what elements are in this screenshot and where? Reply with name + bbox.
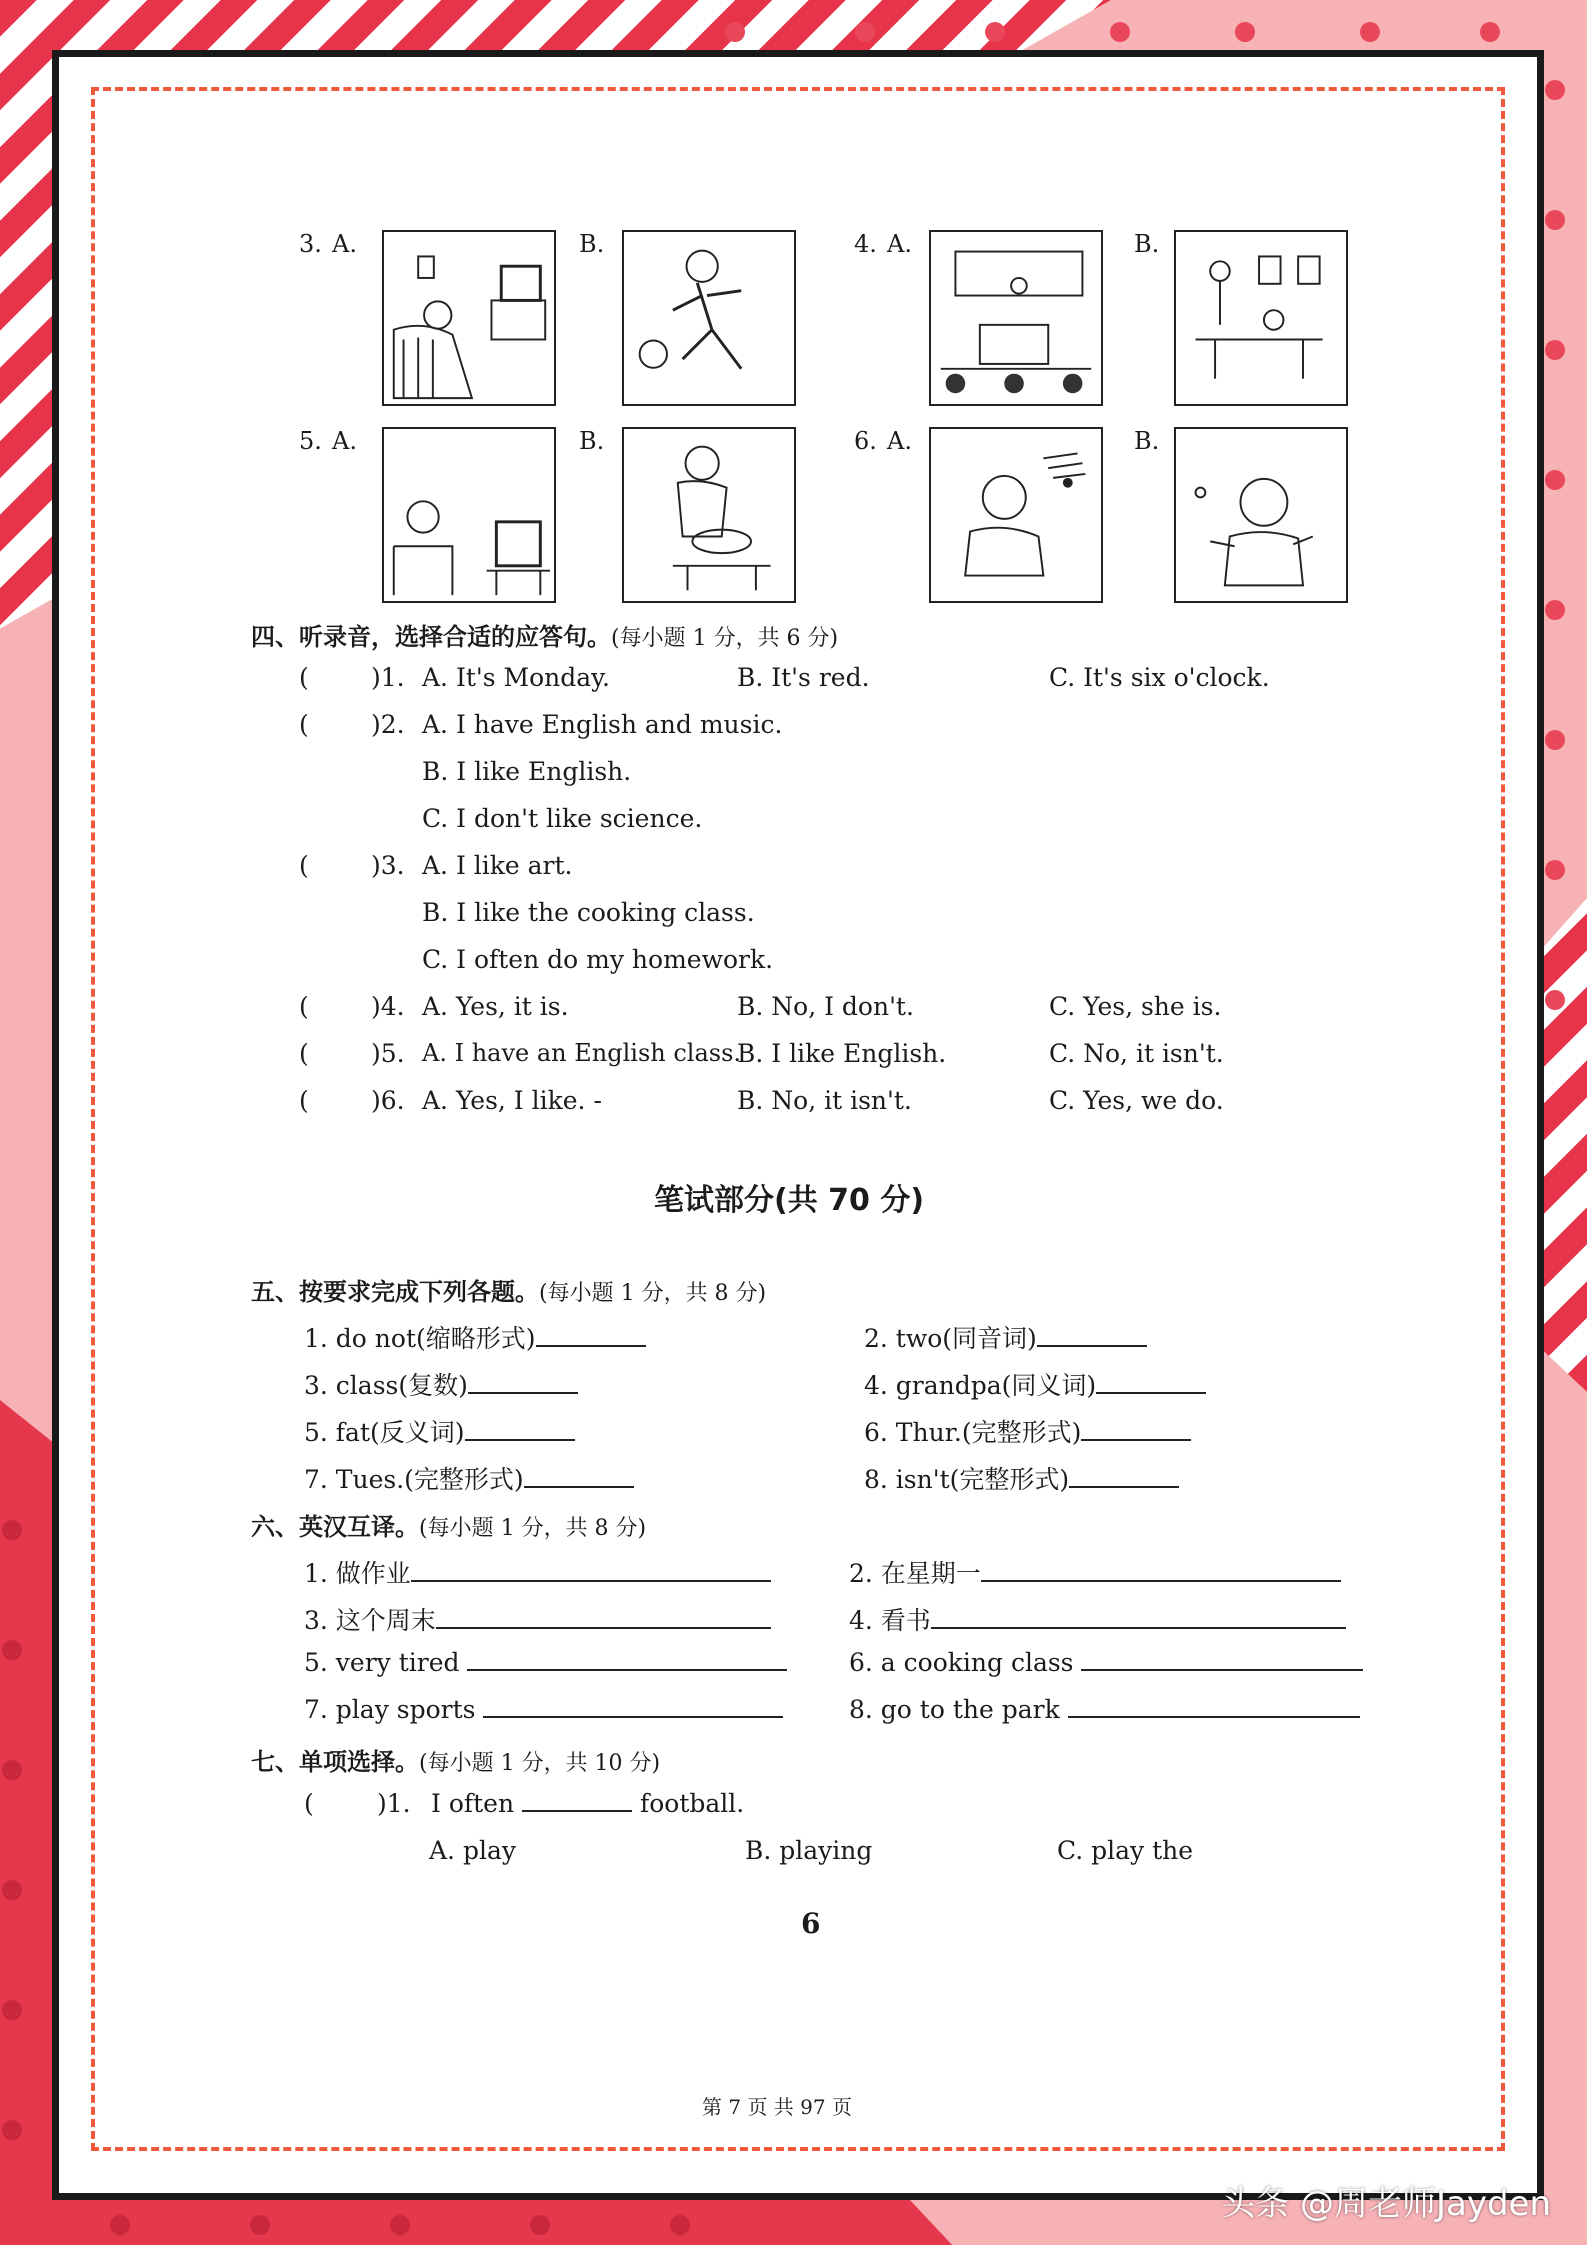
- s5-item-8-text: 8. isn't(完整形式): [864, 1465, 1070, 1494]
- s4-q3-option-b: B. I like the cooking class.: [422, 898, 755, 927]
- s5-item-2-blank[interactable]: [1037, 1344, 1147, 1347]
- s4-q5-number: )5.: [371, 1039, 405, 1068]
- s6-item-7: [304, 1695, 783, 1724]
- s6-item-3-blank[interactable]: [436, 1626, 771, 1629]
- s4-q2-option-c: C. I don't like science.: [422, 804, 703, 833]
- s4-q5-option-a: A. I have an English class.: [422, 1039, 742, 1067]
- page-number: 6: [801, 1907, 821, 1940]
- girl-music-drawing: [931, 429, 1101, 601]
- s5-item-1-text: 1. do not(缩略形式): [304, 1324, 536, 1353]
- section5-note: (每小题 1 分，共 8 分): [539, 1281, 767, 1306]
- s6-item-6-text: 6. a cooking class: [849, 1648, 1074, 1677]
- s4-q1-option-a: A. It's Monday.: [422, 663, 610, 692]
- q4-a-label: A.: [887, 230, 912, 258]
- section7-title: [251, 1742, 660, 1777]
- s4-q2-number: )2.: [371, 710, 405, 739]
- q4-picture-a: [929, 230, 1103, 406]
- s5-item-6-blank[interactable]: [1081, 1438, 1191, 1441]
- s4-q4-number: )4.: [371, 992, 405, 1021]
- s5-item-6: [864, 1413, 1191, 1449]
- s6-item-8-blank[interactable]: [1068, 1715, 1360, 1718]
- s5-item-2: [864, 1319, 1147, 1355]
- s4-q1-option-c: C. It's six o'clock.: [1049, 663, 1270, 692]
- section7-note: (每小题 1 分，共 10 分): [419, 1751, 661, 1776]
- s5-item-8-blank[interactable]: [1069, 1485, 1179, 1488]
- s6-item-1-text: 1. 做作业: [304, 1559, 411, 1588]
- q6-picture-b: [1174, 427, 1348, 603]
- s5-item-2-text: 2. two(同音词): [864, 1324, 1037, 1353]
- s4-q1-option-b: B. It's red.: [737, 663, 870, 692]
- s5-item-4: [864, 1366, 1206, 1402]
- s4-q2-option-a: A. I have English and music.: [422, 710, 783, 739]
- s6-item-1: [304, 1554, 771, 1590]
- q3-picture-a: [382, 230, 556, 406]
- q4-picture-b: [1174, 230, 1348, 406]
- s4-q6-option-c: C. Yes, we do.: [1049, 1086, 1224, 1115]
- s6-item-4: [849, 1601, 1346, 1637]
- s5-item-1-blank[interactable]: [536, 1344, 646, 1347]
- s6-item-8-text: 8. go to the park: [849, 1695, 1060, 1724]
- s4-q6-option-b: B. No, it isn't.: [737, 1086, 912, 1115]
- s6-item-5-blank[interactable]: [467, 1668, 787, 1671]
- girl-crying-drawing: [1176, 429, 1346, 601]
- s4-q4-option-b: B. No, I don't.: [737, 992, 914, 1021]
- s4-q2-option-b: B. I like English.: [422, 757, 632, 786]
- s6-item-8: [849, 1695, 1360, 1724]
- classroom-drawing: [931, 232, 1101, 404]
- s5-item-6-text: 6. Thur.(完整形式): [864, 1418, 1082, 1447]
- section5-title: [251, 1272, 766, 1307]
- s5-item-3: [304, 1366, 578, 1402]
- q4-number: 4.: [854, 230, 877, 258]
- tv-watching-drawing: [384, 232, 554, 404]
- q5-number: 5.: [299, 427, 322, 455]
- s4-q1-number: )1.: [371, 663, 405, 692]
- s4-q3-number: )3.: [371, 851, 405, 880]
- section6-note: (每小题 1 分，共 8 分): [419, 1516, 647, 1541]
- q4-b-label: B.: [1134, 230, 1160, 258]
- s7-q1-stem-after: football.: [639, 1789, 745, 1818]
- q5-picture-a: [382, 427, 556, 603]
- s6-item-1-blank[interactable]: [411, 1579, 771, 1582]
- s5-item-3-text: 3. class(复数): [304, 1371, 468, 1400]
- s6-item-4-blank[interactable]: [931, 1626, 1346, 1629]
- s5-item-7-blank[interactable]: [524, 1485, 634, 1488]
- s6-item-2-text: 2. 在星期一: [849, 1559, 981, 1588]
- s5-item-7-text: 7. Tues.(完整形式): [304, 1465, 524, 1494]
- s7-q1-stem: [431, 1789, 744, 1818]
- boy-football-drawing: [624, 232, 794, 404]
- q3-picture-b: [622, 230, 796, 406]
- q5-b-label: B.: [579, 427, 605, 455]
- s6-item-5-text: 5. very tired: [304, 1648, 460, 1677]
- q6-picture-a: [929, 427, 1103, 603]
- s4-q1-paren: (: [299, 663, 309, 692]
- s5-item-4-text: 4. grandpa(同义词): [864, 1371, 1097, 1400]
- q6-number: 6.: [854, 427, 877, 455]
- s4-q3-option-a: A. I like art.: [422, 851, 573, 880]
- s7-q1-blank[interactable]: [522, 1809, 632, 1812]
- s4-q4-paren: (: [299, 992, 309, 1021]
- s5-item-5: [304, 1413, 575, 1449]
- section4-note: (每小题 1 分，共 6 分): [611, 626, 839, 651]
- s7-q1-number: )1.: [377, 1789, 411, 1818]
- section4-title: [251, 617, 838, 652]
- s6-item-3-text: 3. 这个周末: [304, 1606, 436, 1635]
- s5-item-3-blank[interactable]: [468, 1391, 578, 1394]
- s7-q1-option-a: A. play: [429, 1836, 516, 1865]
- watermark: 头条 @周老师Jayden: [1221, 2184, 1551, 2224]
- s7-q1-option-b: B. playing: [745, 1836, 873, 1865]
- s5-item-5-text: 5. fat(反义词): [304, 1418, 465, 1447]
- worksheet-page: [52, 50, 1544, 2200]
- s5-item-7: [304, 1460, 634, 1496]
- art-room-drawing: [1176, 232, 1346, 404]
- page-footer: 第 7 页 共 97 页: [702, 2095, 852, 2119]
- q6-a-label: A.: [887, 427, 912, 455]
- s6-item-2-blank[interactable]: [981, 1579, 1341, 1582]
- s5-item-4-blank[interactable]: [1096, 1391, 1206, 1394]
- s6-item-2: [849, 1554, 1341, 1590]
- section7-title-text: 七、单项选择。: [251, 1748, 419, 1776]
- s4-q2-paren: (: [299, 710, 309, 739]
- s5-item-5-blank[interactable]: [465, 1438, 575, 1441]
- s4-q6-number: )6.: [371, 1086, 405, 1115]
- s6-item-6: [849, 1648, 1363, 1677]
- s4-q6-option-a: A. Yes, I like. -: [422, 1086, 602, 1115]
- s5-item-1: [304, 1319, 646, 1355]
- girl-cooking-drawing: [624, 429, 794, 601]
- s6-item-3: [304, 1601, 771, 1637]
- q3-a-label: A.: [332, 230, 357, 258]
- s4-q4-option-a: A. Yes, it is.: [422, 992, 569, 1021]
- boy-tv-drawing: [384, 429, 554, 601]
- worksheet-content: [59, 57, 1537, 2193]
- s6-item-7-text: 7. play sports: [304, 1695, 476, 1724]
- q5-a-label: A.: [332, 427, 357, 455]
- s6-item-7-blank[interactable]: [483, 1715, 783, 1718]
- s6-item-5: [304, 1648, 787, 1677]
- s4-q3-option-c: C. I often do my homework.: [422, 945, 774, 974]
- section5-title-text: 五、按要求完成下列各题。: [251, 1278, 539, 1306]
- section4-title-text: 四、听录音，选择合适的应答句。: [251, 623, 611, 651]
- q5-picture-b: [622, 427, 796, 603]
- q6-b-label: B.: [1134, 427, 1160, 455]
- s4-q4-option-c: C. Yes, she is.: [1049, 992, 1222, 1021]
- s5-item-8: [864, 1460, 1179, 1496]
- s6-item-4-text: 4. 看书: [849, 1606, 931, 1635]
- written-part-title: 笔试部分(共 70 分): [654, 1183, 925, 1218]
- s6-item-6-blank[interactable]: [1081, 1668, 1363, 1671]
- s7-q1-paren: (: [304, 1789, 314, 1818]
- s7-q1-option-c: C. play the: [1057, 1836, 1194, 1865]
- s4-q6-paren: (: [299, 1086, 309, 1115]
- s4-q3-paren: (: [299, 851, 309, 880]
- s4-q5-paren: (: [299, 1039, 309, 1068]
- s4-q5-option-c: C. No, it isn't.: [1049, 1039, 1224, 1068]
- s4-q5-option-b: B. I like English.: [737, 1039, 947, 1068]
- q3-number: 3.: [299, 230, 322, 258]
- section6-title: [251, 1507, 646, 1542]
- q3-b-label: B.: [579, 230, 605, 258]
- s7-q1-stem-before: I often: [431, 1789, 515, 1818]
- section6-title-text: 六、英汉互译。: [251, 1513, 419, 1541]
